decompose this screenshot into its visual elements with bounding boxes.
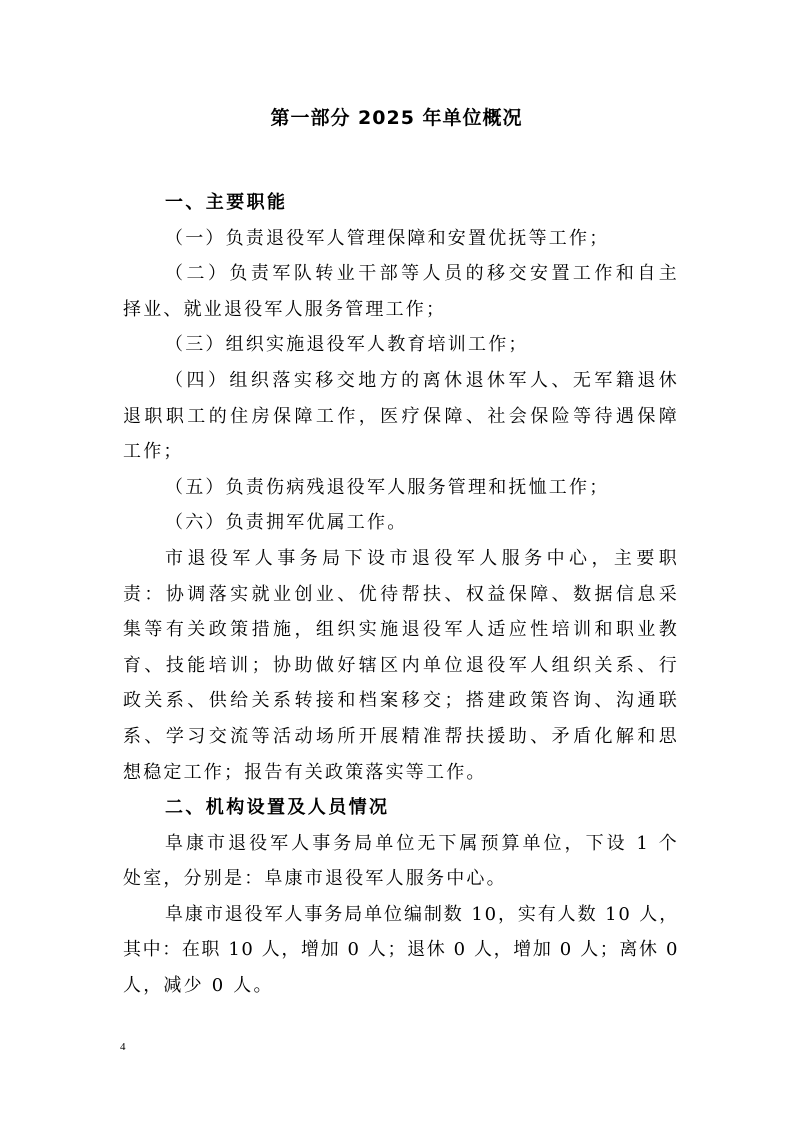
service-center-paragraph-line-1: 市退役军人事务局下设市退役军人服务中心，主要职	[165, 547, 679, 569]
service-center-paragraph-line-4: 育、技能培训；协助做好辖区内单位退役军人组织关系、行	[123, 654, 679, 676]
service-center-paragraph-line-5: 政关系、供给关系转接和档案移交；搭建政策咨询、沟通联	[123, 690, 679, 712]
document-body	[123, 185, 679, 1004]
organization-paragraph-line-2: 处室，分别是：阜康市退役军人服务中心。	[123, 868, 507, 890]
section-heading-main-functions: 一、主要职能	[165, 192, 288, 213]
service-center-paragraph-line-3: 集等有关政策措施，组织实施退役军人适应性培训和职业教	[123, 619, 679, 641]
function-item-4-line-1: （四）组织落实移交地方的离休退休军人、无军籍退休	[165, 369, 679, 391]
function-item-1: （一）负责退役军人管理保障和安置优抚等工作；	[165, 227, 610, 249]
staffing-paragraph-line-3: 人，减少 0 人。	[123, 975, 274, 997]
service-center-paragraph-line-6: 系、学习交流等活动场所开展精准帮扶援助、矛盾化解和思	[123, 725, 679, 747]
function-item-2-line-2: 择业、就业退役军人服务管理工作；	[123, 298, 447, 320]
page-title: 第一部分 2025 年单位概况	[270, 107, 523, 129]
section-heading-organization: 二、机构设置及人员情况	[165, 797, 390, 819]
service-center-paragraph-line-7: 想稳定工作；报告有关政策落实等工作。	[123, 761, 487, 783]
function-item-4-line-3: 工作；	[123, 441, 184, 463]
function-item-4-line-2: 退职职工的住房保障工作，医疗保障、社会保险等待遇保障	[123, 405, 679, 427]
staffing-paragraph-line-2: 其中：在职 10 人，增加 0 人；退休 0 人，增加 0 人；离休 0	[123, 939, 679, 961]
function-item-3: （三）组织实施退役军人教育培训工作；	[165, 334, 529, 356]
function-item-5: （五）负责伤病残退役军人服务管理和抚恤工作；	[165, 476, 610, 498]
staffing-paragraph-line-1: 阜康市退役军人事务局单位编制数 10，实有人数 10 人，	[165, 903, 679, 925]
function-item-2-line-1: （二）负责军队转业干部等人员的移交安置工作和自主	[165, 263, 679, 285]
organization-paragraph-line-1: 阜康市退役军人事务局单位无下属预算单位，下设 1 个	[165, 832, 679, 854]
service-center-paragraph-line-2: 责：协调落实就业创业、优待帮扶、权益保障、数据信息采	[123, 583, 679, 605]
function-item-6: （六）负责拥军优属工作。	[165, 512, 408, 534]
page-number: 4	[120, 1041, 126, 1053]
